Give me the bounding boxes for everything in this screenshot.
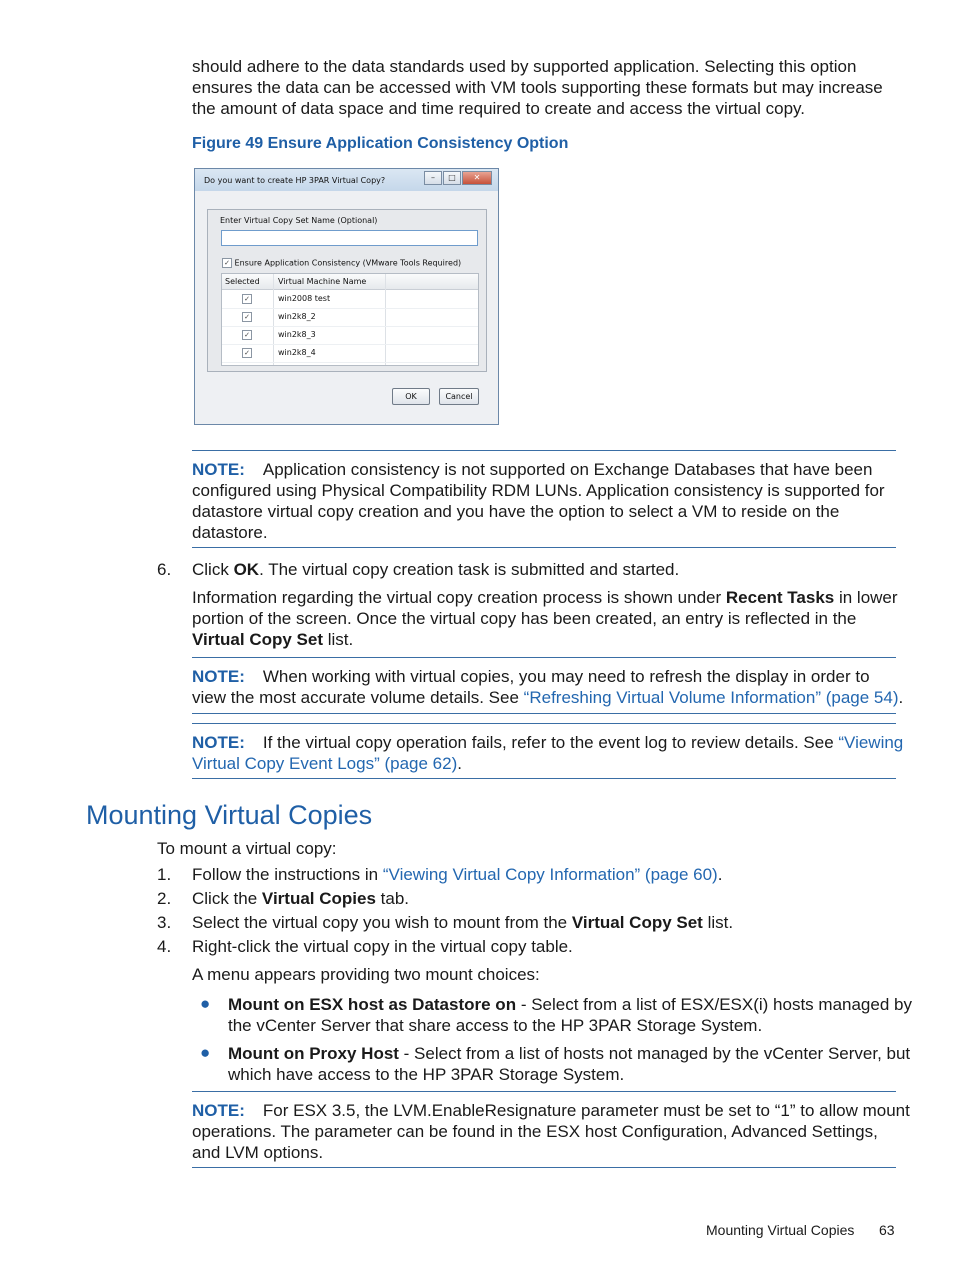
step-number: 1.	[157, 865, 172, 884]
step-number: 2.	[157, 889, 172, 908]
consistency-checkbox[interactable]: ✓	[222, 258, 232, 268]
note-label: NOTE:	[192, 733, 245, 752]
step4-text: Right-click the virtual copy in the virtual copy table.	[192, 937, 573, 956]
ok-ref: OK	[233, 560, 260, 579]
table-row[interactable]	[222, 326, 478, 345]
table-row[interactable]	[222, 308, 478, 327]
bullet-icon: ●	[200, 1043, 211, 1062]
dialog-screenshot	[194, 168, 499, 425]
note-label: NOTE:	[192, 1101, 245, 1120]
step1-text: Follow the instructions in “Viewing Virtual Copy Information” (page 60).	[192, 865, 723, 884]
note-rule-top	[192, 1091, 896, 1092]
bullet1-line-2: the vCenter Server that share access to the HP 3PAR Storage System.	[228, 1016, 763, 1035]
vm-table	[221, 273, 479, 366]
section-heading: Mounting Virtual Copies	[86, 800, 373, 830]
consistency-option[interactable]	[222, 258, 461, 268]
note3-line-1: NOTE: If the virtual copy operation fails, refer to the event log to review details. See “Viewing	[192, 733, 904, 752]
table-row[interactable]	[222, 344, 478, 363]
note3-line-2: Virtual Copy Event Logs” (page 62).	[192, 754, 462, 773]
note2-line-2: view the most accurate volume details. See “Refreshing Virtual Volume Information” (page 54).	[192, 688, 904, 707]
note1-text: Application consistency is not supported on Exchange Databases that have been	[262, 460, 873, 479]
step-number: 3.	[157, 913, 172, 932]
note-label: NOTE:	[192, 460, 245, 479]
dialog-title: Do you want to create HP 3PAR Virtual Copy?	[204, 176, 386, 185]
figure-caption: Figure 49 Ensure Application Consistency Option	[192, 135, 569, 152]
bullet2-line-1: Mount on Proxy Host - Select from a list of hosts not managed by the vCenter Server, but	[228, 1044, 911, 1063]
step-number: 6.	[157, 560, 172, 579]
bullet-icon: ●	[200, 994, 211, 1013]
event-logs-link[interactable]: Virtual Copy Event Logs” (page 62)	[192, 754, 458, 773]
maximize-icon[interactable]: □	[443, 171, 461, 185]
bullet1-line-1: Mount on ESX host as Datastore on - Select from a list of ESX/ESX(i) hosts managed by	[228, 995, 912, 1014]
note-rule-bottom	[192, 1167, 896, 1168]
step-number: 4.	[157, 937, 172, 956]
name-label: Enter Virtual Copy Set Name (Optional)	[220, 216, 378, 225]
note1-line-2: configured using Physical Compatibility RDM LUNs. Application consistency is supported for	[192, 481, 885, 500]
row-checkbox[interactable]: ✓	[242, 330, 252, 340]
menu-intro: A menu appears providing two mount choices:	[192, 965, 540, 984]
virtual-copy-set-ref: Virtual Copy Set	[192, 630, 323, 649]
page-number: 63	[879, 1222, 895, 1238]
refreshing-link[interactable]: “Refreshing Virtual Volume Information” (page 54)	[523, 688, 899, 707]
col-selected: Selected	[225, 277, 260, 286]
note-label: NOTE:	[192, 667, 245, 686]
vm-name: win2k8_3	[278, 330, 316, 339]
viewing-info-link[interactable]: “Viewing Virtual Copy Information” (page 60)	[382, 865, 718, 884]
note-rule-top	[192, 450, 896, 451]
col-vm-name: Virtual Machine Name	[278, 277, 367, 286]
note-rule-top	[192, 657, 896, 658]
note2-line-1: NOTE: When working with virtual copies, you may need to refresh the display in order to	[192, 667, 870, 686]
vm-name: win2008 test	[278, 294, 331, 303]
info-line-2: portion of the screen. Once the virtual copy has been created, an entry is reflected in the	[192, 609, 857, 628]
vm-name: win2k8_4	[278, 348, 316, 357]
footer-title: Mounting Virtual Copies	[706, 1222, 855, 1238]
info-line-1: Information regarding the virtual copy creation process is shown under Recent Tasks in lower	[192, 588, 898, 607]
recent-tasks-ref: Recent Tasks	[725, 588, 835, 607]
event-logs-link[interactable]: “Viewing	[838, 733, 904, 752]
dialog-titlebar	[195, 169, 498, 191]
table-row[interactable]	[222, 290, 478, 309]
bullet2-line-2: which have access to the HP 3PAR Storage System.	[228, 1065, 625, 1084]
note1-line-3: datastore virtual copy creation and you have the option to select a VM to reside on the	[192, 502, 840, 521]
virtual-copy-set-name-input[interactable]	[221, 230, 478, 246]
section-intro: To mount a virtual copy:	[157, 839, 337, 858]
row-checkbox[interactable]: ✓	[242, 312, 252, 322]
note-rule-bottom	[192, 547, 896, 548]
ok-button[interactable]: OK	[392, 388, 430, 405]
note1-line-1	[192, 459, 872, 480]
close-icon[interactable]: ✕	[462, 171, 492, 185]
intro-line-2: ensures the data can be accessed with VM tools supporting these formats but may increase	[192, 78, 883, 97]
cancel-button[interactable]: Cancel	[439, 388, 479, 405]
consistency-label: Ensure Application Consistency (VMware Tools Required)	[234, 258, 462, 268]
vm-name: win2k8_2	[278, 312, 316, 321]
step2-text: Click the Virtual Copies tab.	[192, 889, 410, 908]
note-rule-bottom	[192, 713, 896, 714]
intro-line-3: the amount of data space and time required to create and access the virtual copy.	[192, 99, 805, 118]
minimize-icon[interactable]: –	[424, 171, 442, 185]
note4-line-1: NOTE: For ESX 3.5, the LVM.EnableResignature parameter must be set to “1” to allow mount	[192, 1101, 910, 1120]
note-rule-top	[192, 723, 896, 724]
step6-text: Click OK. The virtual copy creation task is submitted and started.	[192, 560, 680, 579]
info-line-3: Virtual Copy Set list.	[192, 630, 354, 649]
row-checkbox[interactable]: ✓	[242, 348, 252, 358]
note4-line-3: and LVM options.	[192, 1143, 324, 1162]
row-checkbox[interactable]: ✓	[242, 294, 252, 304]
note-rule-bottom	[192, 778, 896, 779]
note4-line-2: operations. The parameter can be found in the ESX host Configuration, Advanced Settings,	[192, 1122, 878, 1141]
vm-table-header	[222, 274, 478, 290]
note1-line-4: datastore.	[192, 523, 268, 542]
step3-text: Select the virtual copy you wish to mount from the Virtual Copy Set list.	[192, 913, 734, 932]
intro-line-1: should adhere to the data standards used by supported application. Selecting this option	[192, 57, 857, 76]
